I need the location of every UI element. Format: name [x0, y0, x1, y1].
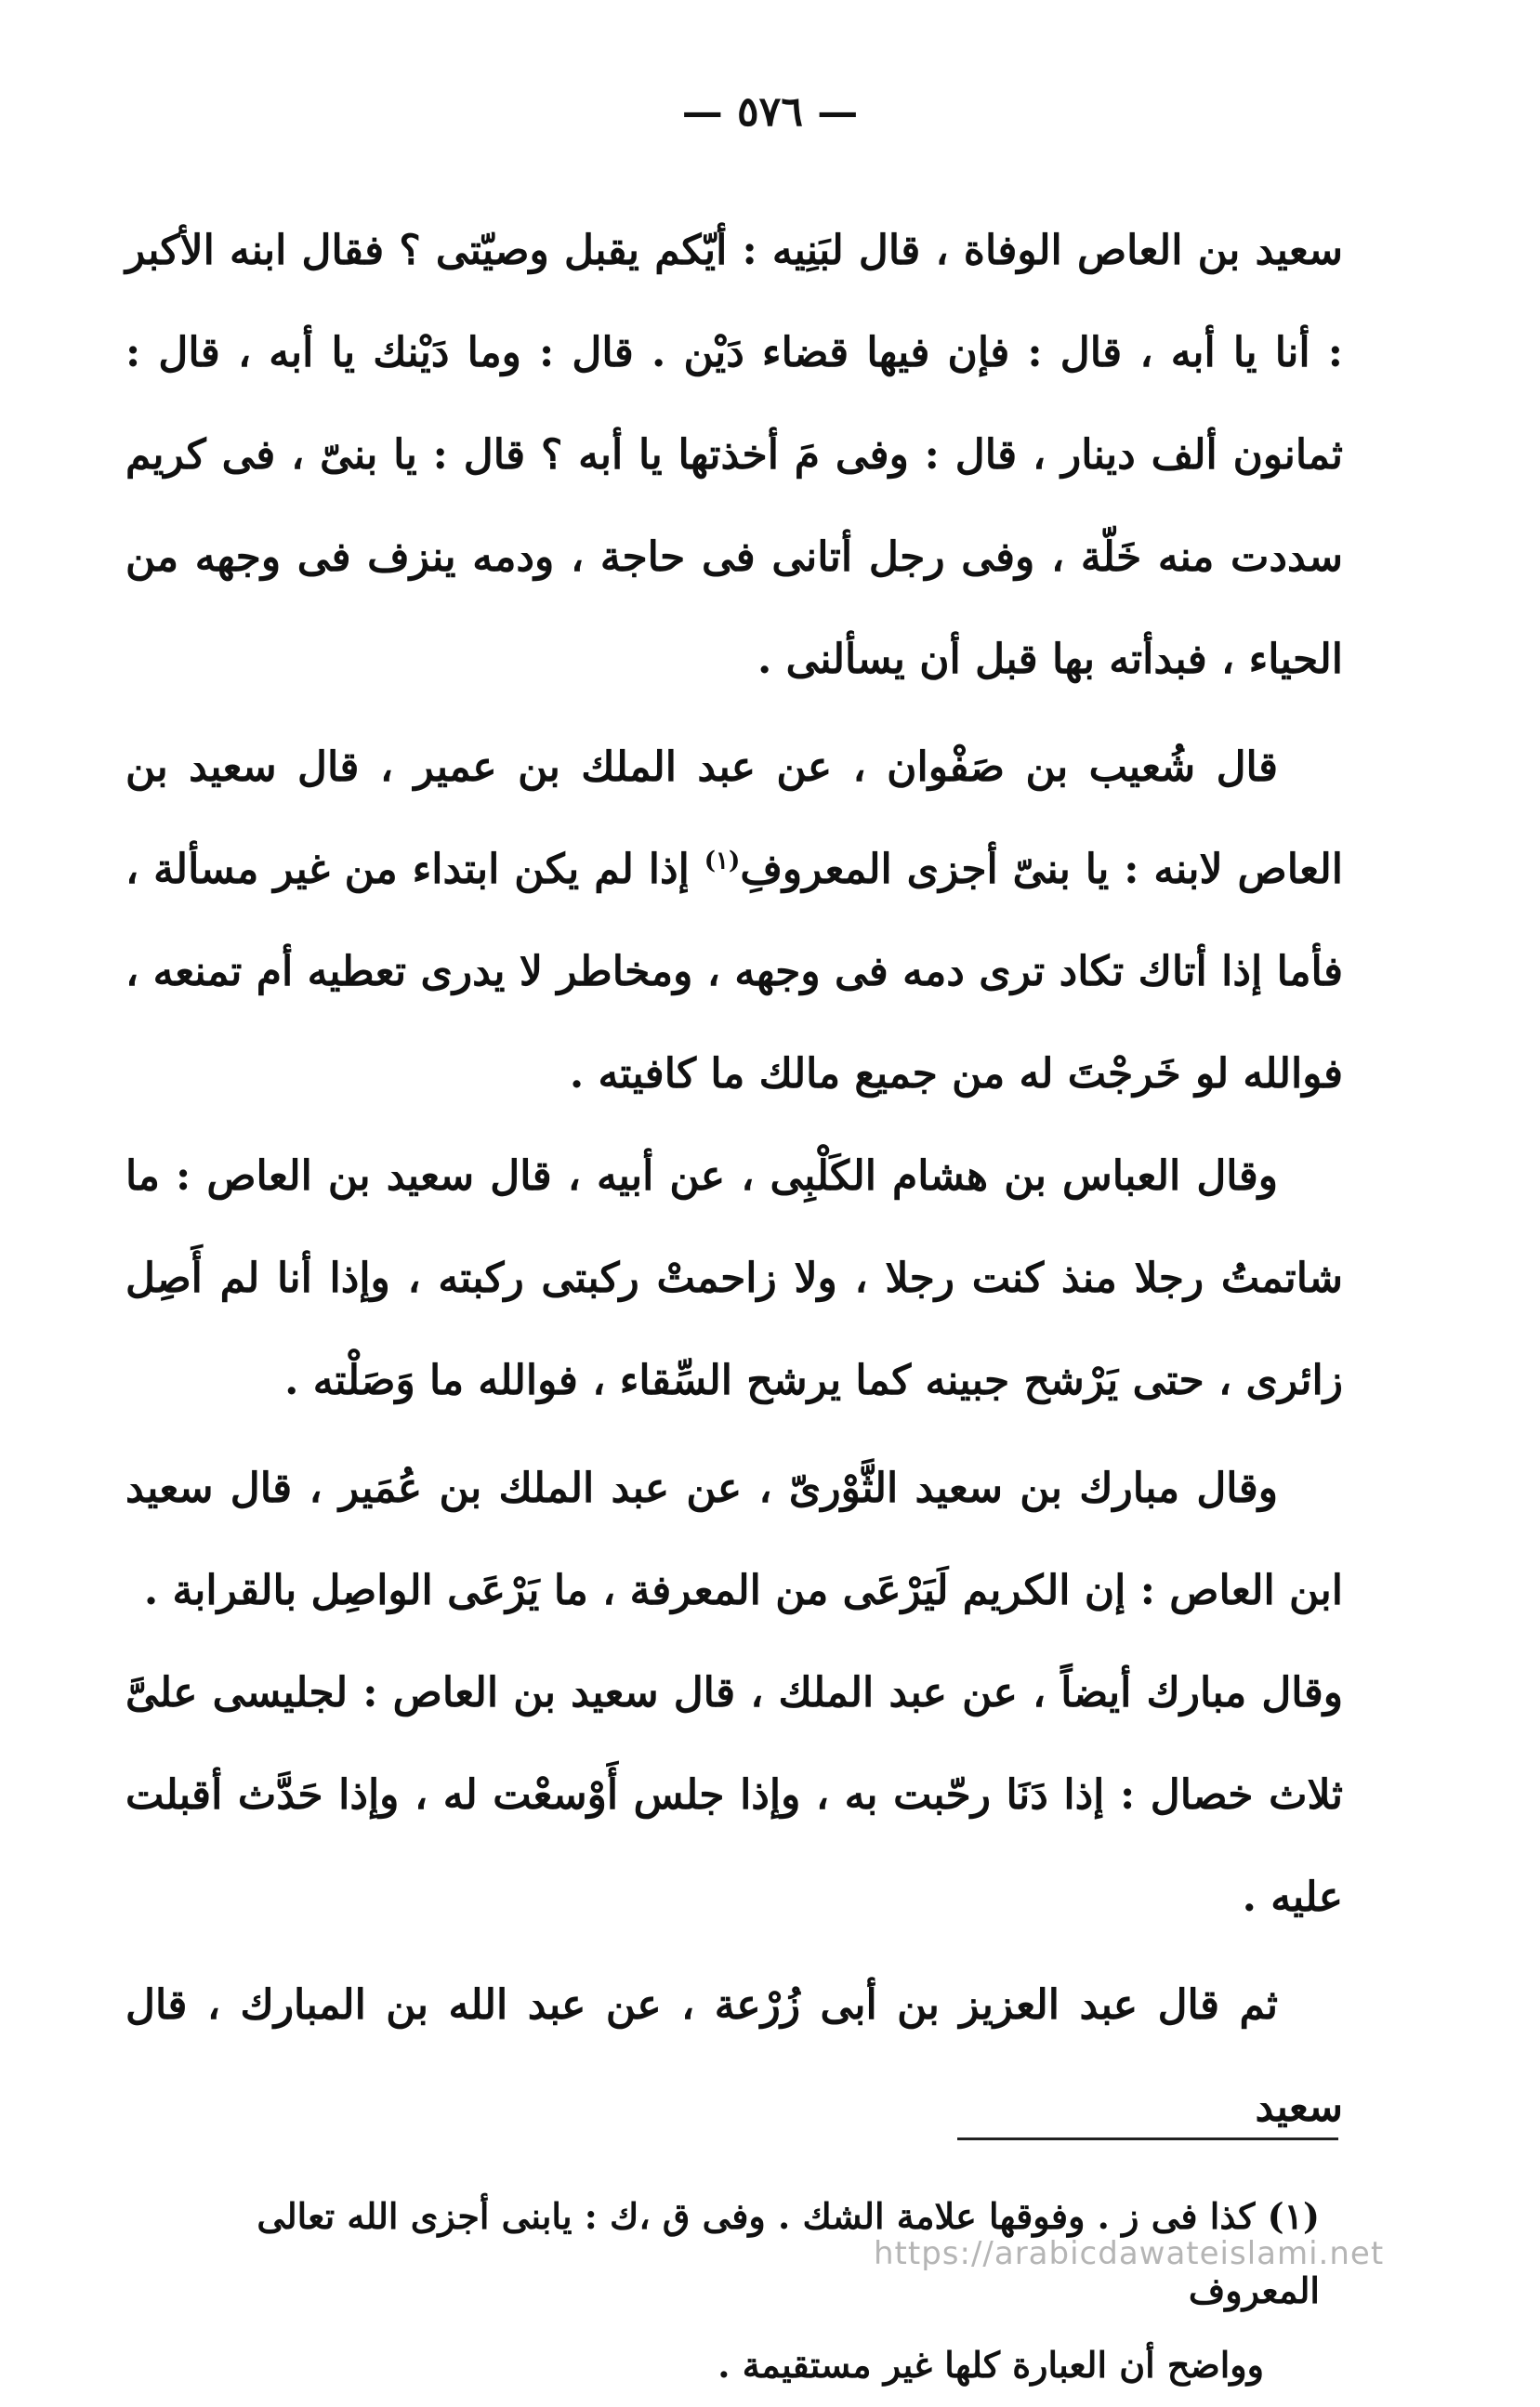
watermark-url: https://arabicdawateislami.net	[874, 2235, 1385, 2272]
footnote-divider	[957, 2137, 1338, 2140]
paragraph-4: وقال مبارك بن سعيد الثَّوْرىّ ، عن عبد الملك بن عُمَير ، قال سعيد ابن العاص : إن الكريم لَيَرْعَى من المعرفة ، ما يَرْعَى الواصِل بالقرابة .	[125, 1465, 1343, 1614]
paragraph-2	[125, 717, 1343, 1125]
paragraph-6: ثم قال عبد العزيز بن أبى زُرْعة ، عن عبد الله بن المبارك ، قال سعيد	[125, 1981, 1343, 2131]
paragraph-3: وقال العباس بن هشام الكَلْبِى ، عن أبيه ، قال سعيد بن العاص : ما شاتمتُ رجلا منذ كنت رجلا ، ولا زاحمتْ ركبتى ركبته ، وإذا أنا لم أَصِل زائرى ، حتى يَرْشح جبينه كما يرشح السِّقاء ، فوالله ما وَصَلْته .	[125, 1152, 1343, 1404]
paragraph-2-part-2: إذا لم يكن ابتداء من غير مسألة ، فأما إذا أتاك تكاد ترى دمه فى وجهه ، ومخاطر لا يدرى تعطيه أم تمنعه ، فوالله لو خَرجْتَ له من جميع مالك ما كافيته .	[125, 846, 1343, 1098]
main-text	[125, 200, 1343, 2159]
paragraph-1: سعيد بن العاص الوفاة ، قال لبَنِيه : أيّكم يقبل وصيّتى ؟ فقال ابنه الأكبر : أنا يا أبه ، قال : فإن فيها قضاء دَيْن . قال : وما دَيْنك يا أبه ، قال : ثمانون ألف دينار ، قال : وفى مَ أخذتها يا أبه ؟ قال : يا بنىّ ، فى كريم سددت منه خَلّة ، وفى رجل أتانى فى حاجة ، ودمه ينزف فى وجهه من الحياء ، فبدأته بها قبل أن يسألنى .	[125, 227, 1344, 683]
page-number: — ٥٧٦ —	[681, 88, 859, 136]
footnote-reference: (١)	[704, 847, 741, 875]
paragraph-5: وقال مبارك أيضاً ، عن عبد الملك ، قال سعيد بن العاص : لجليسى علىَّ ثلاث خصال : إذا دَنَا رحّبت به ، وإذا جلس أَوْسعْت له ، وإذا حَدَّث أقبلت عليه .	[125, 1669, 1343, 1921]
footnote	[130, 2179, 1320, 2402]
footnote-line-1: (١) كذا فى ز . وفوقها علامة الشك . وفى ق ،ك : يابنى أجزى الله تعالى المعروف	[257, 2195, 1320, 2311]
paragraph-2-part-1: قال شُعيب بن صَفْوان ، عن عبد الملك بن عمير ، قال سعيد بن العاص لابنه : يا بنىّ أجزى المعروفِ	[125, 743, 1343, 893]
footnote-line-2: وواضح أن العبارة كلها غير مستقيمة .	[717, 2344, 1264, 2386]
